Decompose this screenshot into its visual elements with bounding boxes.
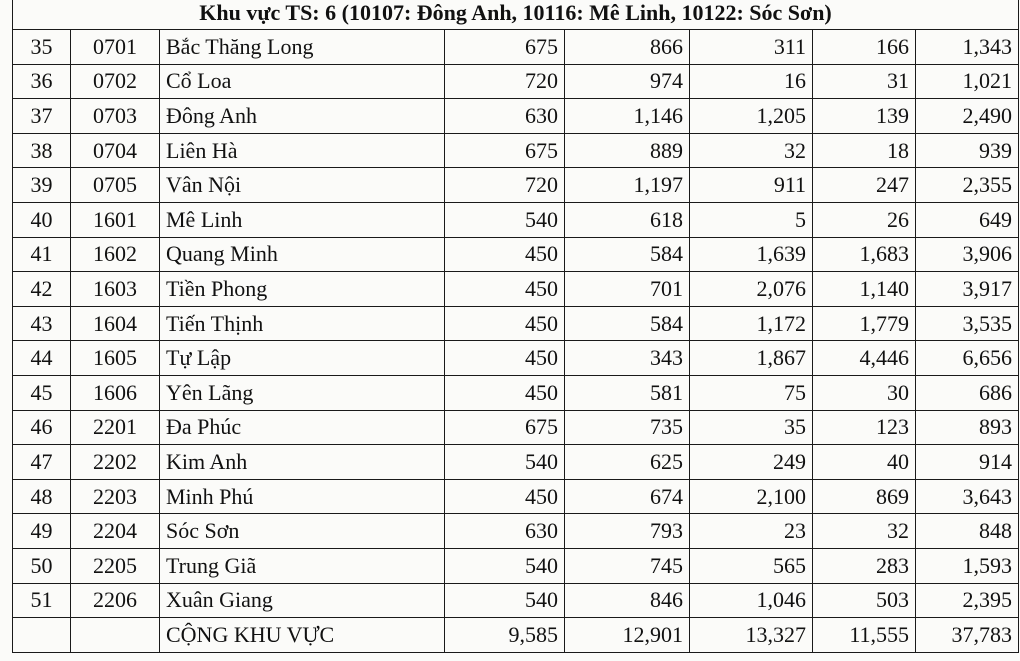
- row-number: 48: [13, 479, 71, 514]
- value-col-3: 32: [690, 133, 813, 168]
- total-row: [13, 618, 1019, 653]
- table-row: [13, 168, 1019, 203]
- value-col-2: 343: [565, 341, 690, 376]
- table-row: [13, 306, 1019, 341]
- row-number: 38: [13, 133, 71, 168]
- value-col-3: 2,076: [690, 272, 813, 307]
- value-col-4: 247: [813, 168, 916, 203]
- value-col-5: 2,355: [916, 168, 1019, 203]
- table-row: [13, 30, 1019, 65]
- value-col-3: 565: [690, 548, 813, 583]
- total-blank-code: [71, 618, 160, 653]
- school-code: 2202: [71, 445, 160, 480]
- table-row: [13, 202, 1019, 237]
- total-col-5: 37,783: [916, 618, 1019, 653]
- value-col-2: 793: [565, 514, 690, 549]
- school-code: 2206: [71, 583, 160, 618]
- value-col-4: 123: [813, 410, 916, 445]
- value-col-1: 450: [445, 375, 565, 410]
- value-col-2: 974: [565, 64, 690, 99]
- value-col-5: 3,917: [916, 272, 1019, 307]
- table-row: [13, 272, 1019, 307]
- row-number: 47: [13, 445, 71, 480]
- row-number: 50: [13, 548, 71, 583]
- value-col-5: 1,021: [916, 64, 1019, 99]
- value-col-2: 674: [565, 479, 690, 514]
- table-row: [13, 583, 1019, 618]
- school-code: 0702: [71, 64, 160, 99]
- school-name: Mê Linh: [160, 202, 445, 237]
- value-col-2: 701: [565, 272, 690, 307]
- value-col-4: 869: [813, 479, 916, 514]
- school-code: 0703: [71, 99, 160, 134]
- value-col-1: 450: [445, 341, 565, 376]
- school-name: Tiền Phong: [160, 272, 445, 307]
- value-col-4: 139: [813, 99, 916, 134]
- value-col-3: 1,046: [690, 583, 813, 618]
- row-number: 39: [13, 168, 71, 203]
- total-blank-stt: [13, 618, 71, 653]
- school-name: Quang Minh: [160, 237, 445, 272]
- value-col-2: 745: [565, 548, 690, 583]
- value-col-5: 2,490: [916, 99, 1019, 134]
- value-col-5: 1,343: [916, 30, 1019, 65]
- value-col-5: 3,643: [916, 479, 1019, 514]
- value-col-1: 675: [445, 410, 565, 445]
- school-code: 1605: [71, 341, 160, 376]
- value-col-1: 630: [445, 514, 565, 549]
- row-number: 41: [13, 237, 71, 272]
- region-title: Khu vực TS: 6 (10107: Đông Anh, 10116: Mê Linh, 10122: Sóc Sơn): [13, 0, 1019, 30]
- value-col-2: 1,197: [565, 168, 690, 203]
- row-number: 35: [13, 30, 71, 65]
- value-col-1: 540: [445, 445, 565, 480]
- table-row: [13, 237, 1019, 272]
- school-name: Liên Hà: [160, 133, 445, 168]
- table-row: [13, 133, 1019, 168]
- value-col-2: 866: [565, 30, 690, 65]
- school-code: 1603: [71, 272, 160, 307]
- value-col-3: 311: [690, 30, 813, 65]
- total-col-4: 11,555: [813, 618, 916, 653]
- region-header-row: [13, 0, 1019, 30]
- value-col-2: 584: [565, 237, 690, 272]
- value-col-3: 1,867: [690, 341, 813, 376]
- value-col-2: 735: [565, 410, 690, 445]
- value-col-1: 450: [445, 272, 565, 307]
- row-number: 45: [13, 375, 71, 410]
- value-col-5: 686: [916, 375, 1019, 410]
- value-col-2: 1,146: [565, 99, 690, 134]
- value-col-1: 540: [445, 202, 565, 237]
- value-col-1: 720: [445, 168, 565, 203]
- row-number: 37: [13, 99, 71, 134]
- value-col-1: 720: [445, 64, 565, 99]
- value-col-5: 893: [916, 410, 1019, 445]
- value-col-1: 450: [445, 306, 565, 341]
- value-col-2: 889: [565, 133, 690, 168]
- enrollment-table: [12, 0, 1019, 653]
- value-col-1: 630: [445, 99, 565, 134]
- school-name: Kim Anh: [160, 445, 445, 480]
- value-col-4: 4,446: [813, 341, 916, 376]
- value-col-5: 939: [916, 133, 1019, 168]
- value-col-3: 75: [690, 375, 813, 410]
- school-name: Đa Phúc: [160, 410, 445, 445]
- value-col-3: 5: [690, 202, 813, 237]
- value-col-4: 283: [813, 548, 916, 583]
- value-col-4: 31: [813, 64, 916, 99]
- value-col-2: 581: [565, 375, 690, 410]
- value-col-5: 1,593: [916, 548, 1019, 583]
- school-code: 1604: [71, 306, 160, 341]
- total-col-2: 12,901: [565, 618, 690, 653]
- row-number: 46: [13, 410, 71, 445]
- value-col-1: 675: [445, 133, 565, 168]
- table-row: [13, 341, 1019, 376]
- row-number: 36: [13, 64, 71, 99]
- school-name: Xuân Giang: [160, 583, 445, 618]
- school-name: Tự Lập: [160, 341, 445, 376]
- value-col-5: 848: [916, 514, 1019, 549]
- school-code: 2205: [71, 548, 160, 583]
- value-col-1: 450: [445, 237, 565, 272]
- row-number: 44: [13, 341, 71, 376]
- value-col-4: 32: [813, 514, 916, 549]
- value-col-3: 16: [690, 64, 813, 99]
- value-col-3: 23: [690, 514, 813, 549]
- school-code: 0704: [71, 133, 160, 168]
- school-code: 1601: [71, 202, 160, 237]
- value-col-3: 1,639: [690, 237, 813, 272]
- school-code: 0701: [71, 30, 160, 65]
- table-row: [13, 410, 1019, 445]
- school-code: 2203: [71, 479, 160, 514]
- value-col-4: 166: [813, 30, 916, 65]
- value-col-5: 3,535: [916, 306, 1019, 341]
- value-col-3: 35: [690, 410, 813, 445]
- table-row: [13, 548, 1019, 583]
- value-col-3: 2,100: [690, 479, 813, 514]
- school-code: 2201: [71, 410, 160, 445]
- school-name: Tiến Thịnh: [160, 306, 445, 341]
- school-name: Yên Lãng: [160, 375, 445, 410]
- value-col-5: 914: [916, 445, 1019, 480]
- school-code: 0705: [71, 168, 160, 203]
- value-col-5: 649: [916, 202, 1019, 237]
- value-col-5: 3,906: [916, 237, 1019, 272]
- row-number: 49: [13, 514, 71, 549]
- school-name: Minh Phú: [160, 479, 445, 514]
- value-col-4: 26: [813, 202, 916, 237]
- table-row: [13, 64, 1019, 99]
- value-col-4: 1,683: [813, 237, 916, 272]
- school-name: Đông Anh: [160, 99, 445, 134]
- value-col-4: 40: [813, 445, 916, 480]
- table-row: [13, 375, 1019, 410]
- value-col-4: 1,779: [813, 306, 916, 341]
- value-col-1: 675: [445, 30, 565, 65]
- school-name: Trung Giã: [160, 548, 445, 583]
- value-col-4: 503: [813, 583, 916, 618]
- value-col-2: 846: [565, 583, 690, 618]
- row-number: 43: [13, 306, 71, 341]
- row-number: 51: [13, 583, 71, 618]
- school-name: Sóc Sơn: [160, 514, 445, 549]
- value-col-2: 625: [565, 445, 690, 480]
- value-col-1: 450: [445, 479, 565, 514]
- value-col-4: 30: [813, 375, 916, 410]
- table-row: [13, 99, 1019, 134]
- total-label: CỘNG KHU VỰC: [160, 618, 445, 653]
- value-col-5: 2,395: [916, 583, 1019, 618]
- school-name: Bắc Thăng Long: [160, 30, 445, 65]
- value-col-1: 540: [445, 583, 565, 618]
- row-number: 40: [13, 202, 71, 237]
- value-col-1: 540: [445, 548, 565, 583]
- school-name: Cổ Loa: [160, 64, 445, 99]
- school-code: 1602: [71, 237, 160, 272]
- value-col-3: 911: [690, 168, 813, 203]
- total-col-3: 13,327: [690, 618, 813, 653]
- total-col-1: 9,585: [445, 618, 565, 653]
- value-col-2: 618: [565, 202, 690, 237]
- value-col-3: 249: [690, 445, 813, 480]
- school-code: 2204: [71, 514, 160, 549]
- value-col-2: 584: [565, 306, 690, 341]
- value-col-4: 18: [813, 133, 916, 168]
- value-col-3: 1,172: [690, 306, 813, 341]
- table-row: [13, 479, 1019, 514]
- table-row: [13, 445, 1019, 480]
- value-col-5: 6,656: [916, 341, 1019, 376]
- row-number: 42: [13, 272, 71, 307]
- value-col-3: 1,205: [690, 99, 813, 134]
- table-row: [13, 514, 1019, 549]
- school-name: Vân Nội: [160, 168, 445, 203]
- value-col-4: 1,140: [813, 272, 916, 307]
- school-code: 1606: [71, 375, 160, 410]
